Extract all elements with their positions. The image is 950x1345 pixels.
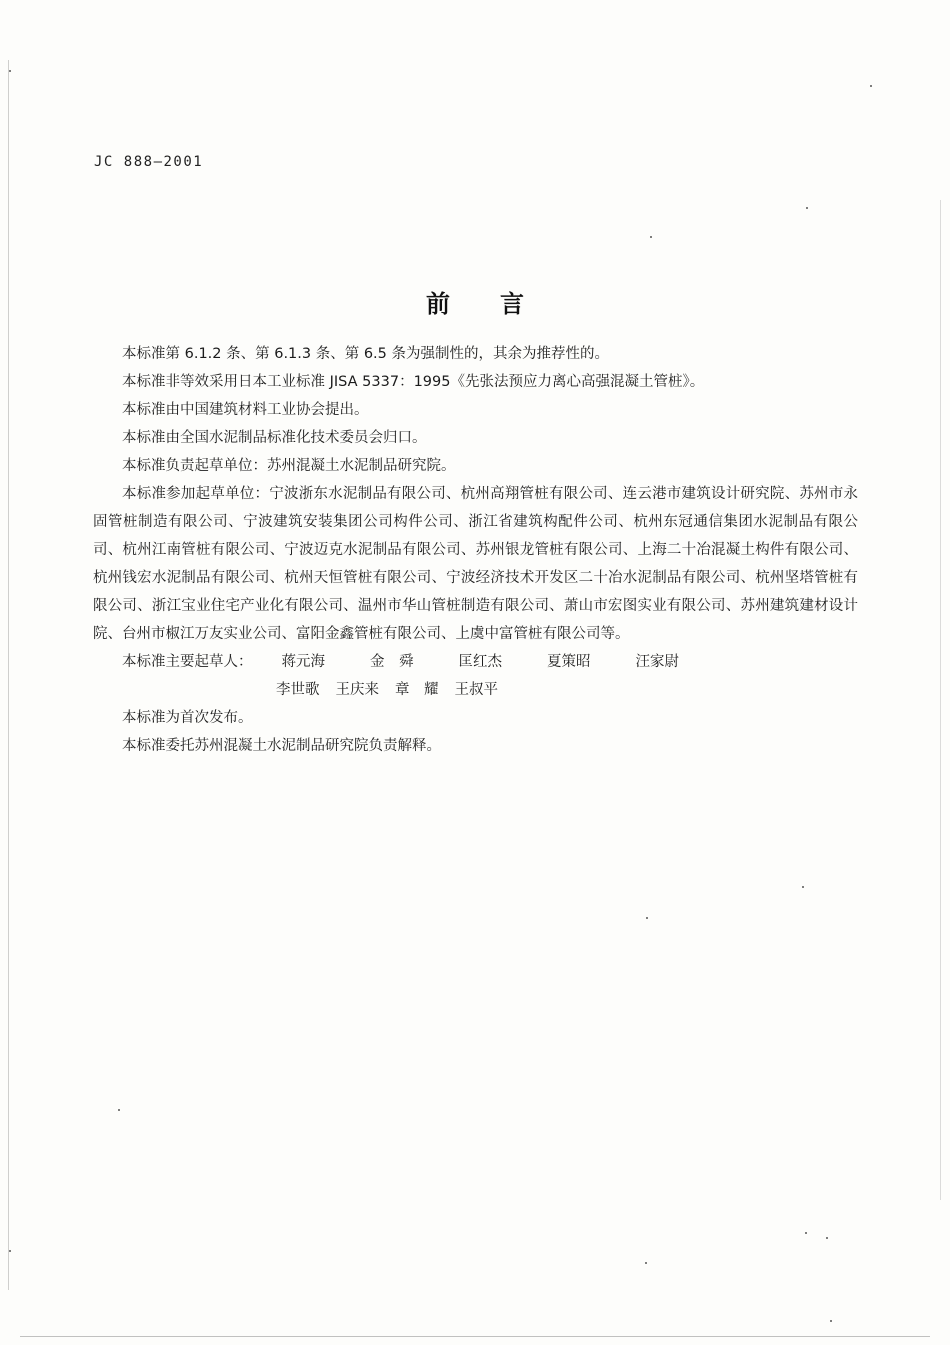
- drafter-name: 章 耀: [395, 682, 439, 698]
- scan-speck: [118, 1109, 120, 1111]
- drafter-name: 王叔平: [454, 682, 498, 698]
- scan-edge-bottom: [20, 1336, 930, 1337]
- standard-number: JC 888—2001: [94, 154, 204, 170]
- scan-speck: [646, 917, 648, 919]
- page-title: 前言: [426, 289, 574, 318]
- paragraph-participants: 本标准参加起草单位：宁波浙东水泥制品有限公司、杭州高翔管桩有限公司、连云港市建筑设计研究院、苏州市永固管桩制造有限公司、宁波建筑安装集团公司构件公司、浙江省建筑构配件公司、杭州东冠通信集团水泥制品有限公司、杭州江南管桩有限公司、宁波迈克水泥制品有限公司、苏州银龙管桩有限公司、上海二十冶混凝土构件有限公司、杭州钱宏水泥制品有限公司、杭州天恒管桩有限公司、宁波经济技术开发区二十冶水泥制品有限公司、杭州坚塔管桩有限公司、浙江宝业住宅产业化有限公司、温州市华山管桩制造有限公司、萧山市宏图实业有限公司、苏州建筑建材设计院、台州市椒江万友实业公司、富阳金鑫管桩有限公司、上虞中富管桩有限公司等。: [93, 486, 858, 642]
- drafter-name: 匡红杰: [458, 654, 502, 670]
- scan-speck: [830, 1320, 832, 1322]
- foreword-body: [93, 340, 858, 760]
- paragraph: 本标准由全国水泥制品标准化技术委员会归口。: [122, 430, 427, 446]
- paragraph: 本标准负责起草单位：苏州混凝土水泥制品研究院。: [122, 458, 456, 474]
- drafter-name: 夏策昭: [547, 654, 591, 670]
- drafter-name: 汪家尉: [635, 654, 679, 670]
- drafters-row-2: [93, 676, 858, 704]
- drafter-name: 王庆来: [335, 682, 379, 698]
- drafter-name: 蒋元海: [281, 654, 325, 670]
- paragraph: 本标准第 6.1.2 条、第 6.1.3 条、第 6.5 条为强制性的，其余为推荐性的。: [122, 346, 610, 362]
- closing-paragraph: 本标准为首次发布。: [122, 710, 253, 726]
- scan-speck: [805, 1232, 807, 1234]
- drafters-label: 本标准主要起草人：: [122, 654, 253, 670]
- scan-edge-left: [8, 60, 9, 1290]
- scan-speck: [9, 70, 11, 72]
- drafters-row-1: [93, 648, 858, 676]
- scan-speck: [802, 886, 804, 888]
- drafter-name: 李世歌: [276, 682, 320, 698]
- scan-speck: [806, 207, 808, 209]
- scan-speck: [870, 85, 872, 87]
- scan-speck: [645, 1262, 647, 1264]
- scan-edge-right: [940, 200, 941, 1200]
- closing-paragraph: 本标准委托苏州混凝土水泥制品研究院负责解释。: [122, 738, 441, 754]
- scan-speck: [650, 236, 652, 238]
- scan-speck: [826, 1237, 828, 1239]
- paragraph: 本标准非等效采用日本工业标准 JISA 5337：1995《先张法预应力离心高强混凝土管桩》。: [122, 374, 705, 390]
- paragraph: 本标准由中国建筑材料工业协会提出。: [122, 402, 369, 418]
- scan-speck: [9, 1250, 11, 1252]
- drafter-name: 金 舜: [370, 654, 414, 670]
